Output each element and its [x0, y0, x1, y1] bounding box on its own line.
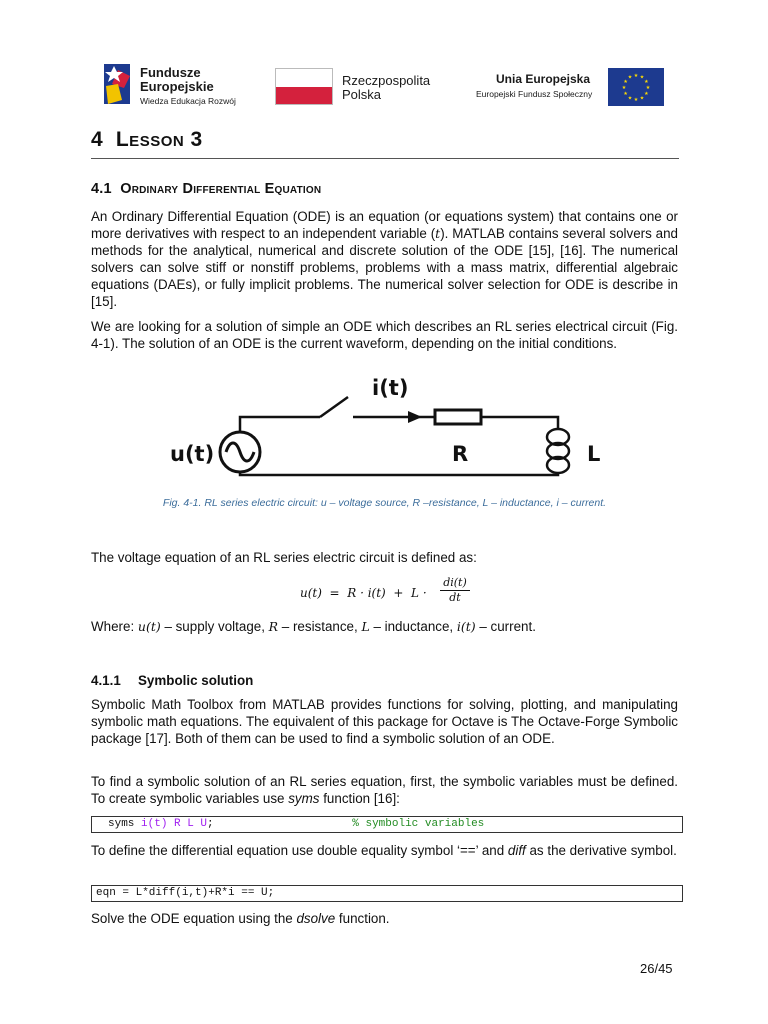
- svg-text:★: ★: [633, 73, 639, 79]
- label-inductor: L: [587, 442, 601, 466]
- paragraph-rl-circuit: We are looking for a solution of simple an ODE which describes an RL series electrical circuit (Fig. 4-1). The solution of an ODE is the current waveform, depending on the initial conditions.: [91, 319, 678, 351]
- equation-numerator: di(t): [440, 576, 470, 591]
- heading-rule: [91, 158, 679, 159]
- code-block-syms: syms i(t) R L U; % symbolic variables: [91, 816, 683, 833]
- paragraph-ode-intro: An Ordinary Differential Equation (ODE) is an equation (or equations system) that contains one or more derivatives with respect to an independent variable (t). MATLAB contains several solvers and methods for the analytical, numerical and discrete solution of the ODE [15], [16]. The numerical solvers can solve stiff or nonstiff problems, problems with a mass matrix, differential algebraic equations (DAEs), or fully implicit problems. The numerical solver selection for ODE is describe in [15].: [91, 209, 678, 309]
- eu-title: Unia Europejska: [496, 72, 591, 86]
- svg-text:★: ★: [627, 74, 633, 81]
- voltage-equation: [300, 576, 500, 612]
- fundusze-europejskie-logo: [100, 60, 140, 110]
- code-block-eqn: eqn = L*diff(i,t)+R*i == U;: [91, 885, 683, 902]
- svg-text:★: ★: [623, 79, 628, 85]
- svg-text:★: ★: [621, 85, 627, 91]
- subsection-heading: 4.1.1 Symbolic solution: [91, 673, 254, 688]
- svg-text:★: ★: [644, 91, 649, 97]
- chapter-heading: 4 Lesson 3: [91, 128, 203, 151]
- section-heading: 4.1 Ordinary Differential Equation: [91, 181, 322, 197]
- poland-flag: [275, 68, 333, 105]
- svg-text:★: ★: [633, 97, 639, 103]
- fe-logo-subtitle: Wiedza Edukacja Rozwój: [140, 96, 236, 106]
- svg-text:★: ★: [627, 95, 633, 102]
- paragraph-dsolve: Solve the ODE equation using the dsolve function.: [91, 911, 390, 926]
- paragraph-where: Where: u(t) – supply voltage, R – resistance, L – inductance, i(t) – current.: [91, 619, 536, 634]
- label-resistor: R: [452, 442, 469, 466]
- paragraph-symbolic-variables: To find a symbolic solution of an RL series equation, first, the symbolic variables must be defined. To create symbolic variables use syms function [16]:: [91, 774, 678, 806]
- label-voltage: u(t): [170, 442, 215, 466]
- equation-fraction: [440, 576, 470, 604]
- paragraph-voltage-equation: The voltage equation of an RL series electric circuit is defined as:: [91, 550, 477, 565]
- eu-subtitle: Europejski Fundusz Społeczny: [476, 89, 593, 99]
- paragraph-symbolic-toolbox: Symbolic Math Toolbox from MATLAB provides functions for solving, plotting, and manipulating symbolic math equations. The equivalent of this package for Octave is The Octave-Forge Symbolic package [17]. Both of them can be used to find a symbolic solution of an ODE.: [91, 697, 678, 746]
- fe-logo-text: Fundusze Europejskie: [140, 65, 214, 94]
- figure-caption: Fig. 4-1. RL series electric circuit: u – voltage source, R –resistance, L – inductance, i – current.: [162, 497, 607, 509]
- rl-circuit-diagram: [160, 365, 620, 495]
- svg-text:★: ★: [645, 85, 651, 91]
- page-number: 26/45: [640, 961, 673, 976]
- label-current: i(t): [372, 376, 409, 400]
- svg-text:★: ★: [623, 91, 628, 97]
- eu-flag: [608, 68, 664, 106]
- svg-text:★: ★: [639, 95, 645, 102]
- paragraph-define-equation: To define the differential equation use double equality symbol ‘==’ and diff as the derivative symbol.: [91, 843, 677, 858]
- current-arrow-head: [408, 411, 422, 423]
- rzeczpospolita-text: Rzeczpospolita Polska: [342, 73, 431, 102]
- svg-text:★: ★: [639, 74, 645, 81]
- equation-denominator: dt: [449, 591, 461, 604]
- equation-lhs: u(t) = R · i(t) + L ·: [300, 586, 427, 600]
- svg-text:★: ★: [644, 79, 649, 85]
